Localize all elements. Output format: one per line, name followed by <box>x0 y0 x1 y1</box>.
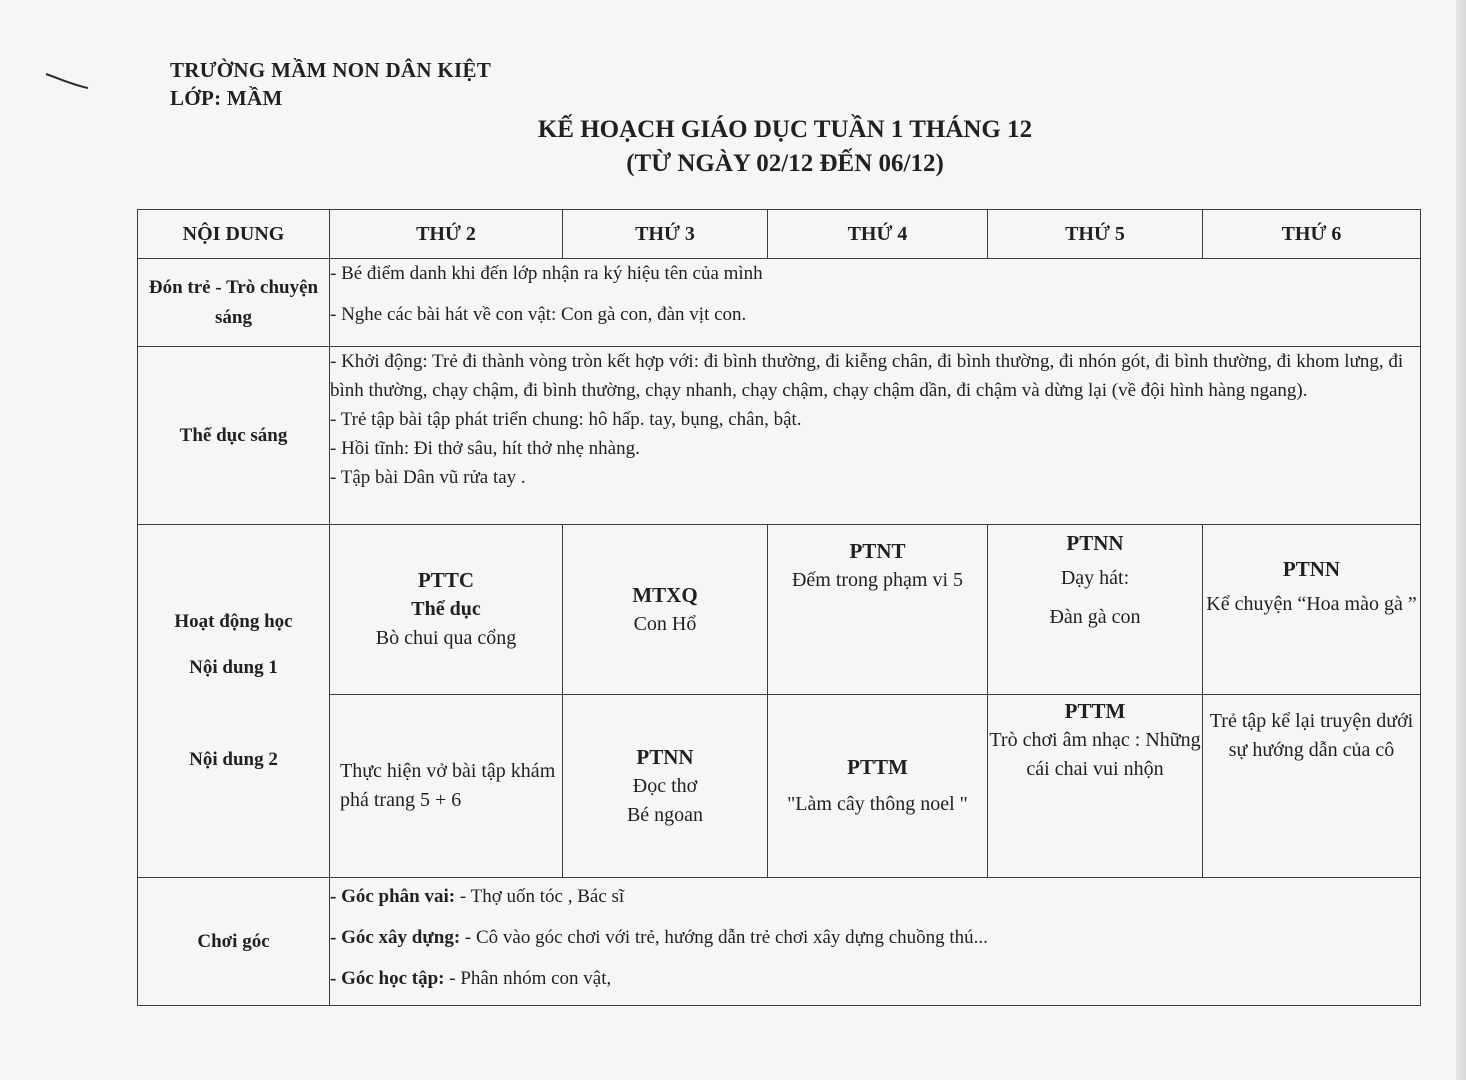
class-name: LỚP: MẦM <box>170 86 283 110</box>
activity-line: Kể chuyện “Hoa mào gà ” <box>1206 593 1417 615</box>
exercise-line: - Trẻ tập bài tập phát triển chung: hô hấp. tay, bụng, chân, bật. <box>330 409 802 430</box>
subject-code: PTTM <box>847 755 908 779</box>
monday-content-2 <box>330 695 563 878</box>
activity-line: Bò chui qua cổng <box>375 627 517 649</box>
corner-name: - Góc phân vai: <box>330 886 456 907</box>
table-row-morning-welcome <box>138 259 1421 347</box>
corner-play-content <box>330 878 1421 1006</box>
table-row-corner-play <box>138 878 1421 1006</box>
row-label-morning-welcome: Đón trẻ - Trò chuyện sáng <box>138 259 330 347</box>
table-header-row <box>138 210 1421 259</box>
column-header-friday: THỨ 6 <box>1203 210 1421 259</box>
column-header-content: NỘI DUNG <box>138 210 330 259</box>
activity-line: Thực hiện vở bài tập khám phá trang 5 + 6 <box>340 760 556 811</box>
tuesday-content-1 <box>563 525 768 695</box>
subject-code: MTXQ <box>632 582 698 607</box>
subject-code: PTNN <box>1282 557 1341 581</box>
table-row-learning-content-1 <box>138 525 1421 695</box>
activity-line: Dạy hát: <box>1060 567 1130 589</box>
subject-code: PTNT <box>849 539 906 563</box>
content-2-label: Nội dung 2 <box>189 749 278 770</box>
corner-text: - Cô vào góc chơi với trẻ, hướng dẫn trẻ chơi xây dựng chuồng thú... <box>460 927 988 948</box>
morning-welcome-line: - Bé điểm danh khi đến lớp nhận ra ký hiệu tên của mình <box>330 263 763 284</box>
activity-line: Con Hổ <box>633 612 697 635</box>
subject-code: PTNN <box>1066 531 1124 555</box>
morning-exercise-content <box>330 347 1421 525</box>
activity-line: Trò chơi âm nhạc : Những cái chai vui nhộn <box>989 729 1201 780</box>
friday-content-1 <box>1203 525 1421 695</box>
column-header-tuesday: THỨ 3 <box>563 210 768 259</box>
wednesday-content-1 <box>768 525 988 695</box>
pen-mark <box>44 70 90 90</box>
friday-content-2 <box>1203 695 1421 878</box>
exercise-line: - Tập bài Dân vũ rửa tay . <box>330 467 526 488</box>
column-header-wednesday: THỨ 4 <box>768 210 988 259</box>
morning-welcome-line: - Nghe các bài hát về con vật: Con gà con, đàn vịt con. <box>330 304 747 325</box>
thursday-content-1 <box>988 525 1203 695</box>
column-header-thursday: THỨ 5 <box>988 210 1203 259</box>
table-row-learning-content-2 <box>138 695 1421 878</box>
exercise-line: - Hồi tĩnh: Đi thở sâu, hít thở nhẹ nhàng. <box>330 438 640 459</box>
table-row-morning-exercise <box>138 347 1421 525</box>
plan-title: KẾ HOẠCH GIÁO DỤC TUẦN 1 THÁNG 12 <box>537 116 1033 143</box>
activity-line: "Làm cây thông noel " <box>787 793 968 815</box>
corner-text: - Thợ uốn tóc , Bác sĩ <box>455 886 625 907</box>
morning-welcome-content <box>330 259 1421 347</box>
thursday-content-2 <box>988 695 1203 878</box>
content-1-label: Nội dung 1 <box>189 657 278 678</box>
subject-code: PTTC <box>417 568 474 592</box>
learning-activity-label: Hoạt động học <box>174 611 293 632</box>
tuesday-content-2 <box>563 695 768 878</box>
activity-line: Đọc thơ <box>632 774 698 797</box>
row-label-morning-exercise: Thể dục sáng <box>138 347 330 525</box>
activity-line: Đàn gà con <box>1049 606 1141 628</box>
monday-content-1 <box>330 525 563 695</box>
plan-date-range: (TỪ NGÀY 02/12 ĐẾN 06/12) <box>626 150 944 177</box>
row-label-learning-activity <box>138 525 330 878</box>
subject-code: PTNN <box>636 744 694 769</box>
corner-item <box>330 882 1420 912</box>
exercise-line: - Khởi động: Trẻ đi thành vòng tròn kết hợp với: đi bình thường, đi kiễng chân, đi bình thường, đi nhón gót, đi bình thường, đi khom lưng, đi bình thường, chạy chậm, đi bình thường, chạy nhanh, chạy chậm, chạy chậm dần, đi chậm và dừng lại (về đội hình hàng ngang). <box>330 351 1404 401</box>
school-name: TRƯỜNG MẦM NON DÂN KIỆT <box>170 58 492 82</box>
corner-name: - Góc học tập: <box>330 968 445 989</box>
subject-code: PTTM <box>1064 699 1126 723</box>
activity-line: Bé ngoan <box>626 803 704 826</box>
row-label-corner-play: Chơi góc <box>138 878 330 1006</box>
corner-text: - Phân nhóm con vật, <box>444 968 612 989</box>
activity-line: Đếm trong phạm vi 5 <box>791 569 964 591</box>
activity-line: Thể dục <box>411 598 481 620</box>
wednesday-content-2 <box>768 695 988 878</box>
activity-line: Trẻ tập kể lại truyện dưới sự hướng dẫn của cô <box>1209 710 1414 761</box>
education-plan-table <box>137 209 1421 1006</box>
corner-name: - Góc xây dựng: <box>330 927 461 948</box>
corner-item <box>330 923 1420 953</box>
column-header-monday: THỨ 2 <box>330 210 563 259</box>
corner-item <box>330 964 1420 994</box>
